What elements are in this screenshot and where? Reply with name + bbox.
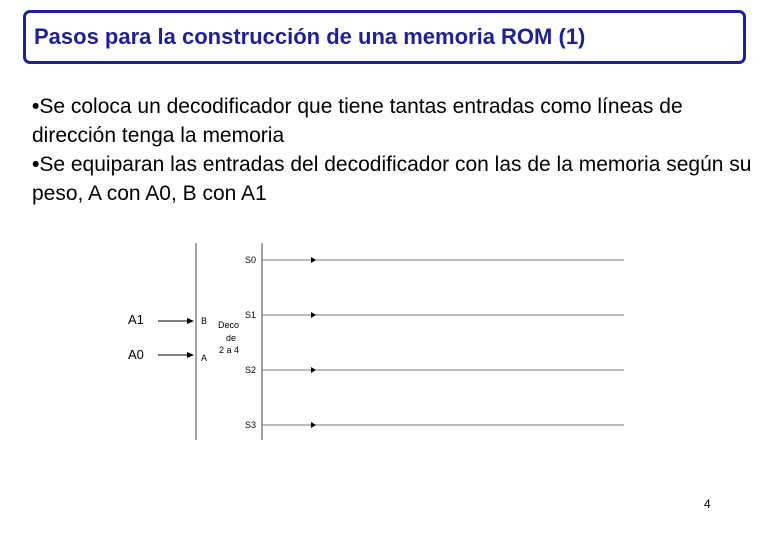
slide-number: 4	[704, 497, 711, 511]
decoder-name-line2: de	[226, 333, 237, 343]
input-label-a1: A1	[128, 312, 144, 327]
pin-label-b: B	[201, 316, 208, 326]
output-label-s3: S3	[245, 420, 257, 430]
bullet-dot-icon: •	[32, 153, 40, 176]
output-label-s2: S2	[245, 365, 257, 375]
bullet-text: Se coloca un decodificador que tiene tantas entradas como líneas de dirección tenga la memoria	[32, 95, 683, 147]
output-arrow-s3-icon	[311, 422, 316, 428]
bullet-dot-icon: •	[32, 95, 40, 118]
pin-label-a: A	[201, 353, 208, 363]
output-arrow-s2-icon	[311, 367, 316, 373]
input-label-a0: A0	[128, 347, 144, 362]
output-label-s1: S1	[245, 310, 257, 320]
decoder-name-line3: 2 a 4	[219, 345, 240, 355]
output-arrow-s0-icon	[311, 257, 316, 263]
output-arrow-s1-icon	[311, 312, 316, 318]
bullet-text: Se equiparan las entradas del decodificador con las de la memoria según su peso, A con A0, B con A1	[32, 153, 752, 205]
decoder-name-line1: Deco	[218, 320, 240, 330]
slide-title: Pasos para la construcción de una memoria ROM (1)	[34, 24, 586, 49]
output-label-s0: S0	[245, 255, 257, 265]
